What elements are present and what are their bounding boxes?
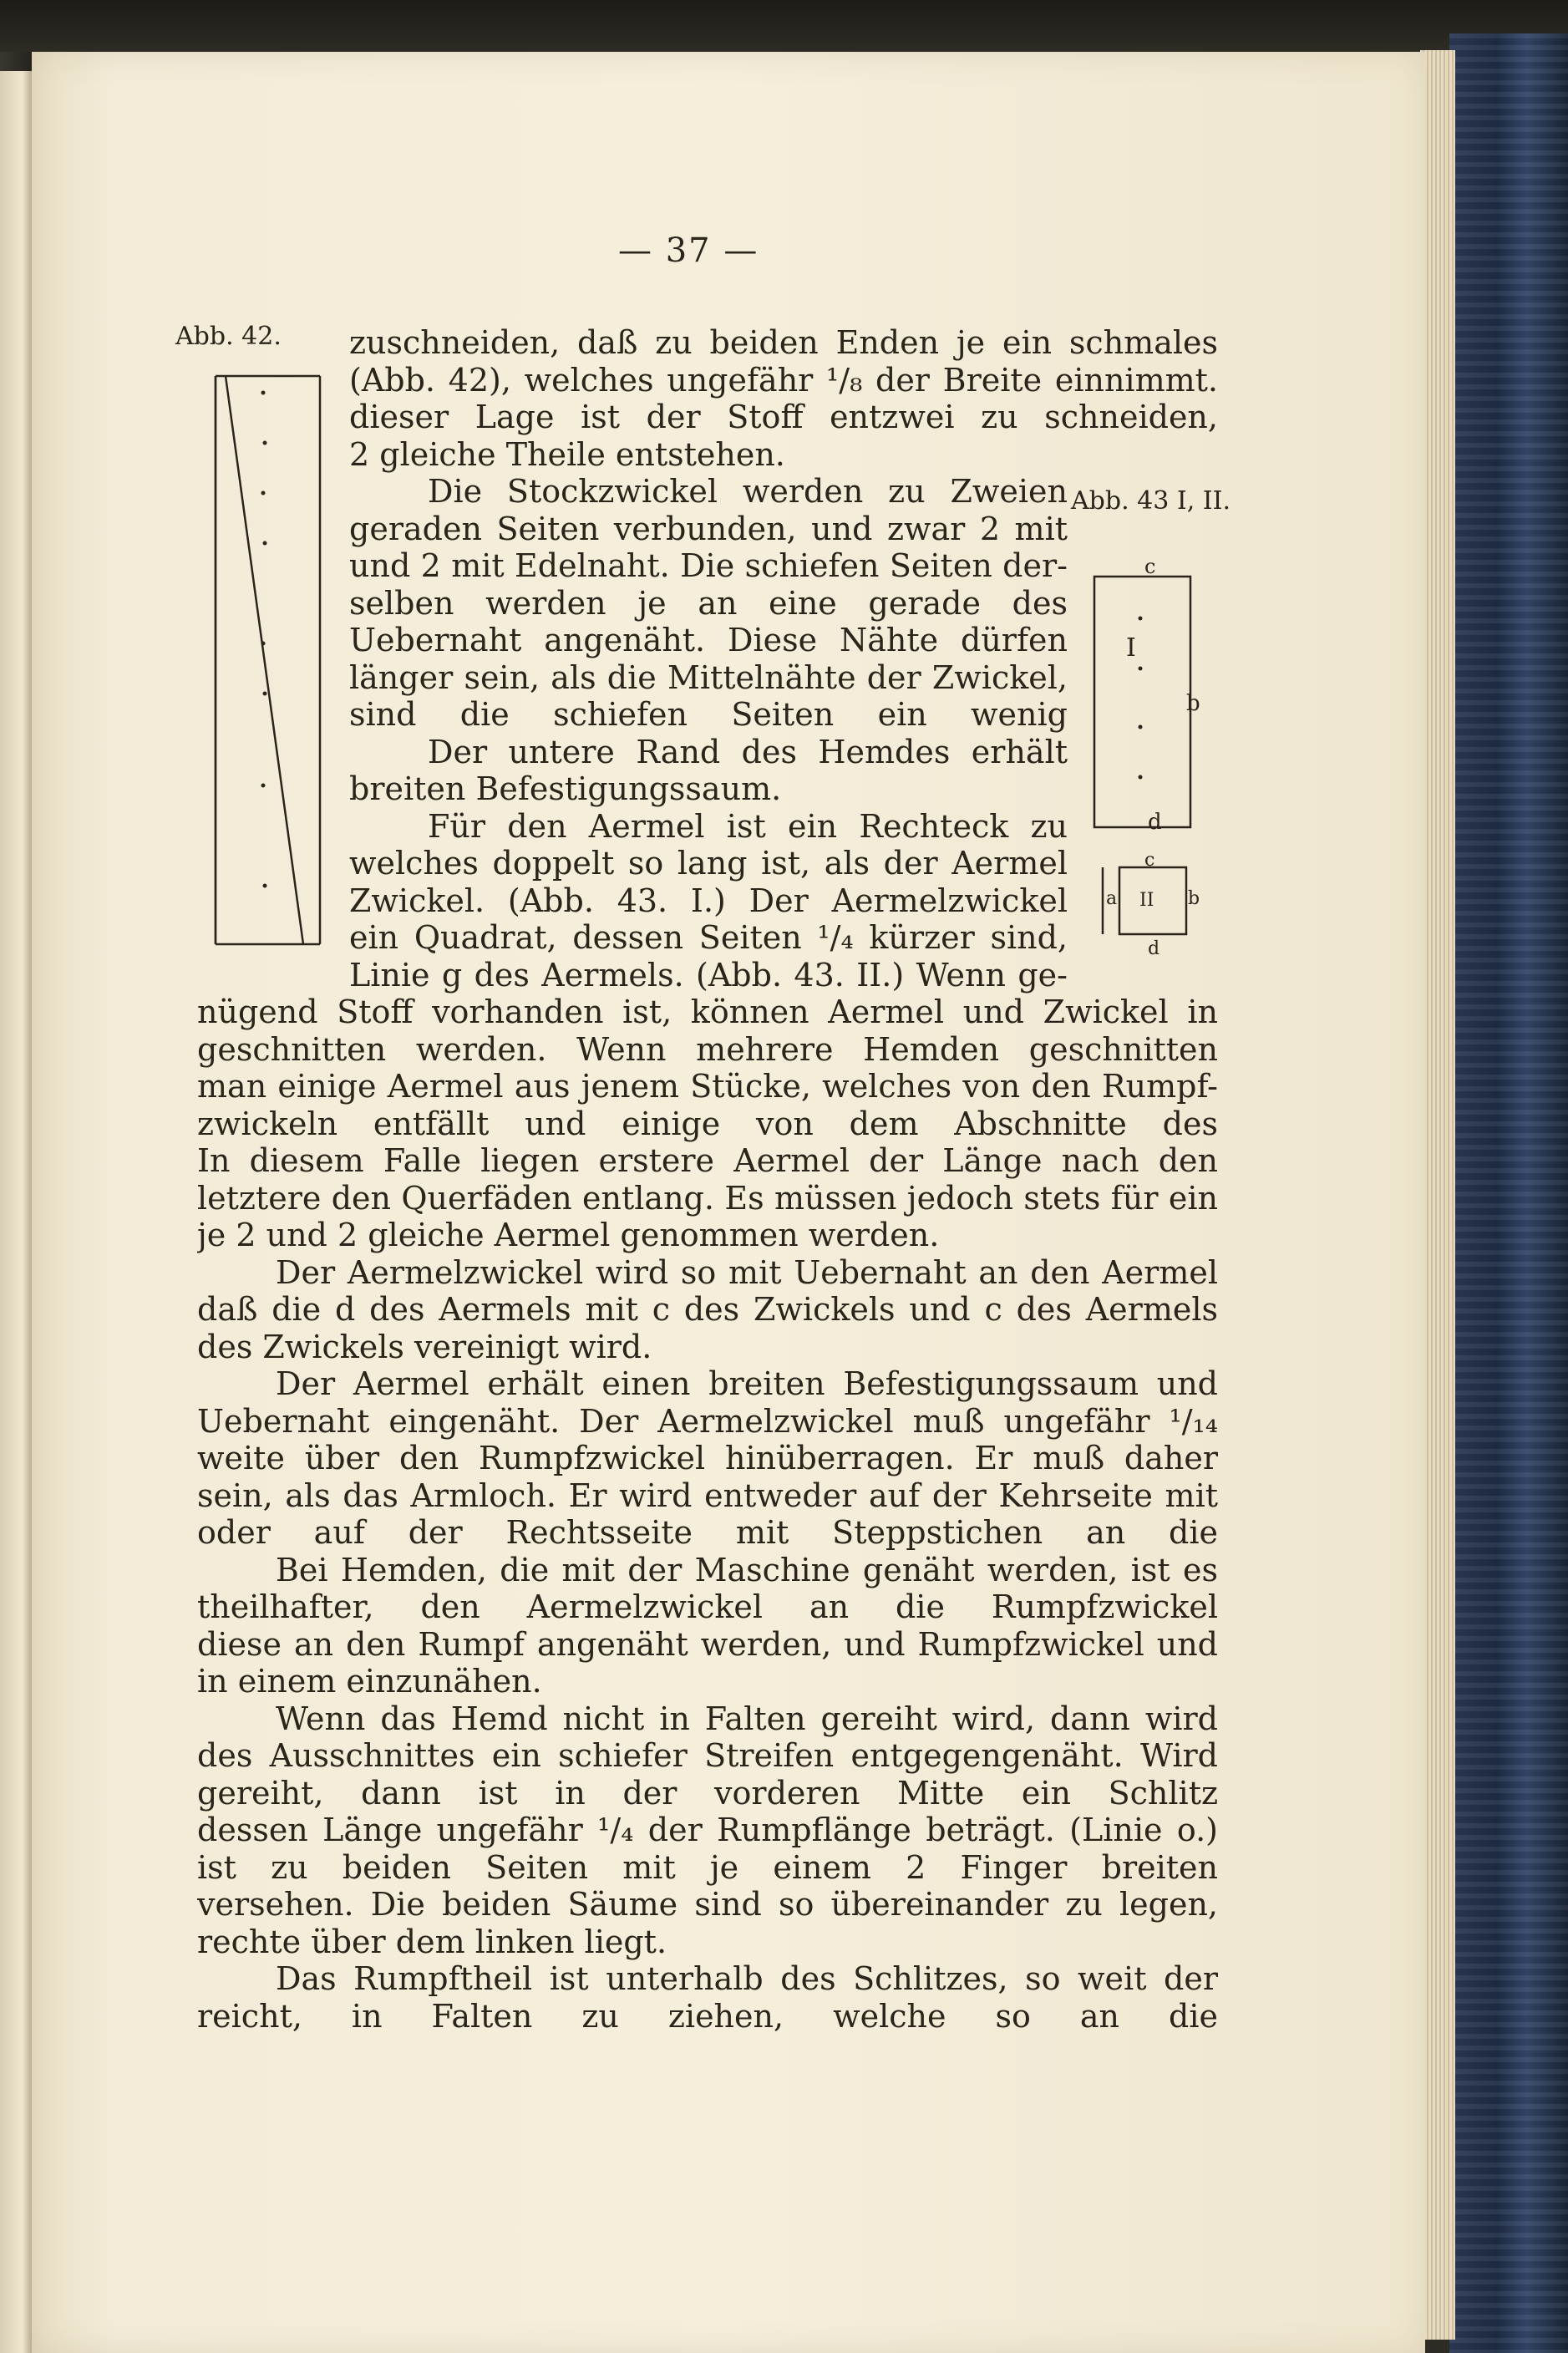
text-line: theilhafter, den Aermelzwickel an die Rumpfzwickel bbox=[197, 1588, 1218, 1625]
text-line: in einem einzunähen. bbox=[197, 1663, 542, 1700]
text-line: gereiht, dann ist in der vorderen Mitte ein Schlitz bbox=[197, 1774, 1218, 1812]
scan-top-edge bbox=[0, 0, 1568, 52]
fig43-small-c: c bbox=[1144, 850, 1155, 871]
text-line: zwickeln entfällt und einige von dem Abschnitte des bbox=[197, 1105, 1218, 1142]
text-line: dessen Länge ungefähr ¹/₄ der Rumpflänge beträgt. (Linie o.) bbox=[197, 1812, 1218, 1848]
text-line: Uebernaht angenäht. Diese Nähte dürfen bbox=[349, 622, 1068, 658]
text-line: 2 gleiche Theile entstehen. bbox=[349, 435, 785, 473]
text-line: ein Quadrat, dessen Seiten ¹/₄ kürzer sind, bbox=[349, 919, 1068, 956]
text-line: oder auf der Rechtsseite mit Steppstichen an die bbox=[197, 1514, 1218, 1551]
fig43-marker-b: b bbox=[1186, 691, 1200, 716]
text-line: man einige Aermel aus jenem Stücke, welches von den Rumpf- bbox=[197, 1068, 1218, 1105]
text-line: zuschneiden, daß zu beiden Enden je ein schmales bbox=[349, 324, 1218, 361]
fig43-small-d: d bbox=[1148, 938, 1160, 959]
text-line: geraden Seiten verbunden, und zwar 2 mit bbox=[349, 510, 1068, 547]
text-line: und 2 mit Edelnaht. Die schiefen Seiten der- bbox=[349, 547, 1068, 584]
left-page-edge bbox=[0, 71, 32, 2353]
text-line: reicht, in Falten zu ziehen, welche so an die bbox=[197, 1997, 1218, 2035]
text-line: Wenn das Hemd nicht in Falten gereiht wird, dann wird bbox=[276, 1700, 1218, 1737]
figure-42-label: Abb. 42. bbox=[175, 322, 282, 351]
text-line: Für den Aermel ist ein Rechteck zu bbox=[428, 807, 1068, 845]
fig43-numeral-I: I bbox=[1126, 633, 1136, 663]
text-line: letztere den Querfäden entlang. Es müssen jedoch stets für ein bbox=[197, 1179, 1218, 1217]
text-line: selben werden je an eine gerade des bbox=[349, 584, 1068, 622]
text-line: breiten Befestigungssaum. bbox=[349, 770, 782, 807]
text-line: des Ausschnittes ein schiefer Streifen entgegengenäht. Wird bbox=[197, 1737, 1218, 1774]
text-line: des Zwickels vereinigt wird. bbox=[197, 1328, 652, 1365]
text-line: Das Rumpftheil ist unterhalb des Schlitzes, so weit der bbox=[276, 1960, 1218, 1997]
fig43-numeral-II: II bbox=[1139, 890, 1154, 911]
fig43-small-b: b bbox=[1188, 888, 1200, 909]
text-line: Der Aermelzwickel wird so mit Uebernaht an den Aermel bbox=[276, 1253, 1218, 1291]
text-line: In diesem Falle liegen erstere Aermel der Länge nach den bbox=[197, 1142, 1218, 1179]
text-line: welches doppelt so lang ist, als der Aermel bbox=[349, 845, 1068, 882]
text-line: Uebernaht eingenäht. Der Aermelzwickel muß ungefähr ¹/₁₄ bbox=[197, 1402, 1218, 1440]
text-line: länger sein, als die Mittelnähte der Zwickel, bbox=[349, 658, 1068, 696]
text-line: rechte über dem linken liegt. bbox=[197, 1923, 667, 1960]
text-line: Linie g des Aermels. (Abb. 43. II.) Wenn ge- bbox=[349, 956, 1068, 994]
text-line: Zwickel. (Abb. 43. I.) Der Aermelzwickel bbox=[349, 882, 1068, 919]
text-line: dieser Lage ist der Stoff entzwei zu schneiden, bbox=[349, 399, 1218, 435]
page-number: — 37 — bbox=[618, 231, 759, 270]
text-line: diese an den Rumpf angenäht werden, und Rumpfzwickel und bbox=[197, 1625, 1218, 1663]
figure-42-diagram bbox=[213, 368, 330, 953]
fig43-marker-c: c bbox=[1144, 555, 1156, 578]
fig43-marker-d: d bbox=[1148, 810, 1162, 835]
text-line: Die Stockzwickel werden zu Zweien bbox=[428, 473, 1068, 510]
text-line: Der Aermel erhält einen breiten Befestigungssaum und bbox=[276, 1365, 1218, 1402]
text-line: sein, als das Armloch. Er wird entweder auf der Kehrseite mit bbox=[197, 1476, 1218, 1514]
text-line: geschnitten werden. Wenn mehrere Hemden geschnitten bbox=[197, 1030, 1218, 1068]
text-line: ist zu beiden Seiten mit je einem 2 Finger breiten bbox=[197, 1848, 1218, 1886]
text-line: je 2 und 2 gleiche Aermel genommen werden. bbox=[197, 1217, 940, 1253]
text-line: Der untere Rand des Hemdes erhält bbox=[428, 733, 1068, 770]
text-line: daß die d des Aermels mit c des Zwickels und c des Aermels bbox=[197, 1291, 1218, 1328]
text-line: weite über den Rumpfzwickel hinüberragen. Er muß daher bbox=[197, 1440, 1218, 1476]
text-line: sind die schiefen Seiten ein wenig bbox=[349, 696, 1068, 733]
figure-43-diagram bbox=[1078, 551, 1203, 961]
text-line: versehen. Die beiden Säume sind so übereinander zu legen, bbox=[197, 1886, 1218, 1923]
figure-43-label: Abb. 43 I, II. bbox=[1071, 486, 1231, 516]
book-cover-binding bbox=[1449, 33, 1568, 2353]
text-line: (Abb. 42), welches ungefähr ¹/₈ der Breite einnimmt. bbox=[349, 361, 1218, 399]
text-line: Bei Hemden, die mit der Maschine genäht werden, ist es bbox=[276, 1551, 1218, 1588]
text-line: nügend Stoff vorhanden ist, können Aermel und Zwickel in bbox=[197, 994, 1218, 1030]
fig43-small-a: a bbox=[1106, 888, 1118, 909]
page-stack-edge bbox=[1420, 50, 1455, 2340]
